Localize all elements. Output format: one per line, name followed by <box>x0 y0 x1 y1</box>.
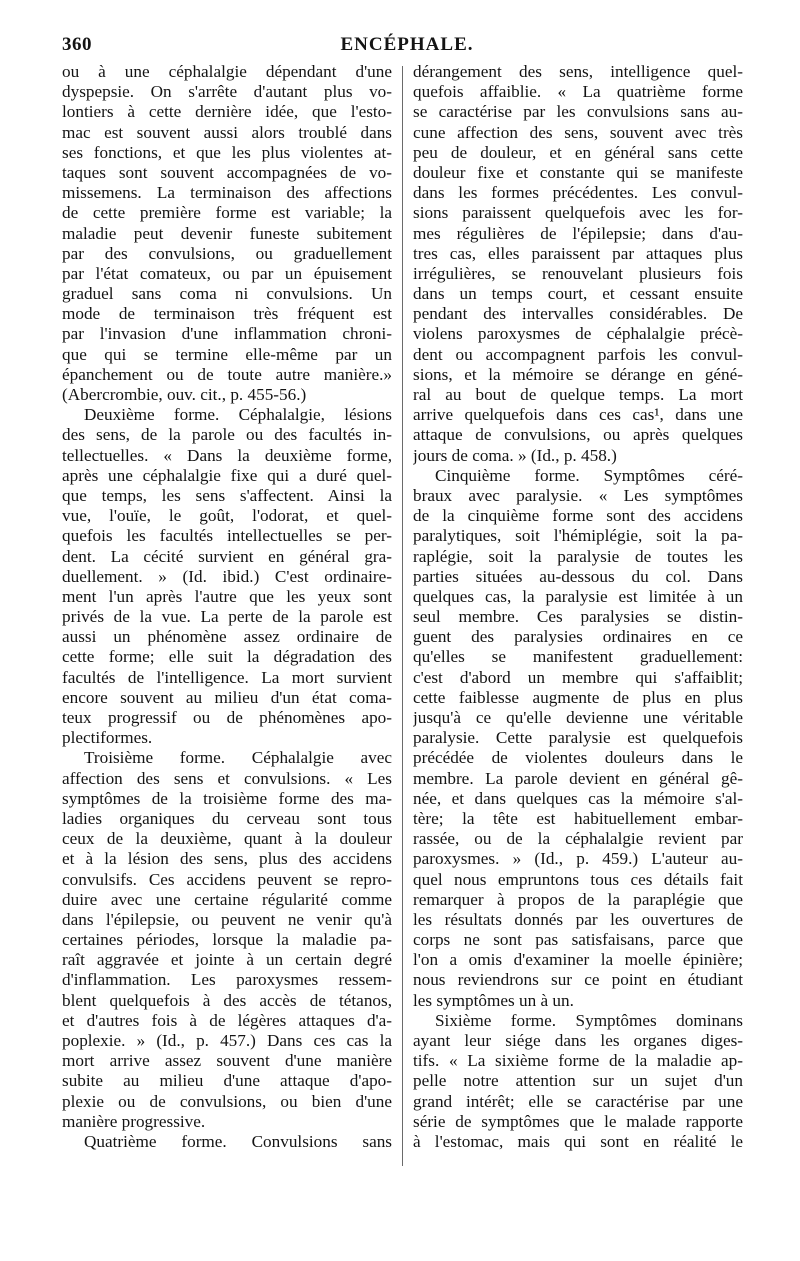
text-line: née, et dans quelques cas la mémoire s'al- <box>413 788 743 808</box>
text-line: et à la lésion des sens, plus des accidens <box>62 849 392 869</box>
text-line: mac est souvent aussi alors troublé dans <box>62 122 392 142</box>
text-line: jusqu'à ce qu'elle devienne une véritable <box>413 708 743 727</box>
text-line: cune affection des sens, souvent avec très <box>413 122 743 142</box>
text-line: parties situées au-dessous du col. Dans <box>413 566 743 586</box>
right-column <box>413 62 743 1152</box>
text-line: que qui se termine elle-même par un <box>62 344 392 364</box>
text-line: irrégulières, se renouvelant plusieurs fois <box>413 263 743 283</box>
text-line: ou à une céphalalgie dépendant d'une <box>62 62 392 81</box>
text-line: que temps, les sens s'affectent. Ainsi la <box>62 485 392 505</box>
text-line: paroxysmes. » (Id., p. 459.) L'auteur au- <box>413 849 743 869</box>
text-line: précédée de violentes douleurs dans le <box>413 748 743 768</box>
text-line: remarquer à propos de la paraplégie que <box>413 889 743 909</box>
text-line: jours de coma. » (Id., p. 458.) <box>413 445 617 465</box>
text-line: (Abercrombie, ouv. cit., p. 455-56.) <box>62 385 307 404</box>
text-line: mort arrive assez souvent d'une manière <box>62 1051 392 1071</box>
text-line: d'inflammation. Les paroxysmes ressem- <box>62 970 392 990</box>
page-number: 360 <box>62 34 92 55</box>
text-line: dyspepsie. On s'arrête d'autant plus vo- <box>62 82 392 102</box>
text-line: quefois affaiblie. « La quatrième forme <box>413 82 743 102</box>
text-line: Troisième forme. Céphalalgie avec <box>84 748 392 768</box>
text-line: duellement. » (Id. ibid.) C'est ordinaire- <box>62 566 392 586</box>
text-line: les symptômes un à un. <box>413 990 574 1010</box>
text-line: sions paraissent quelquefois avec les for- <box>413 203 743 223</box>
text-line: ral au bout de quelque temps. La mort <box>413 385 743 404</box>
text-line: dans les formes précédentes. Les convul- <box>413 183 743 203</box>
text-line: aussi un phénomène assez ordinaire de <box>62 627 392 647</box>
text-line: ladies organiques du cerveau sont tous <box>62 808 392 828</box>
text-line: série de symptômes que le malade rapporte <box>413 1111 743 1131</box>
page-header <box>62 34 752 58</box>
text-line: poplexie. » (Id., p. 457.) Dans ces cas la <box>62 1031 392 1050</box>
text-line: paralytiques, soit l'hémiplégie, soit la pa- <box>413 526 743 546</box>
text-line: des sens, de la parole ou des facultés in- <box>62 425 392 445</box>
text-line: privés de la vue. La perte de la parole est <box>62 607 392 627</box>
text-line: tellectuelles. « Dans la deuxième forme, <box>62 445 392 465</box>
text-line: douleur fixe et constante qui se manifeste <box>413 162 743 182</box>
text-line: raplégie, soit la paralysie de toutes les <box>413 546 743 566</box>
text-line: tère; la tête est habituellement embar- <box>413 808 743 828</box>
text-line: duire avec une certaine régularité comme <box>62 889 392 909</box>
text-line: épanchement ou de toute autre manière.» <box>62 364 392 384</box>
text-line: c'est d'abord un membre qui s'affaiblit; <box>413 667 743 687</box>
text-line: violens paroxysmes de céphalalgie précè- <box>413 324 743 344</box>
text-line: Sixième forme. Symptômes dominans <box>435 1010 743 1030</box>
left-column <box>62 62 392 1152</box>
text-line: se caractérise par les convulsions sans au- <box>413 102 743 122</box>
text-line: taques sont souvent accompagnées de vo- <box>62 162 392 182</box>
text-line: de cette première forme est variable; la <box>62 203 392 223</box>
text-line: ceux de la deuxième, quant à la douleur <box>62 829 392 849</box>
text-line: arrive quelquefois dans ces cas¹, dans une <box>413 405 743 425</box>
text-line: guent des paralysies ordinaires en ce <box>413 627 743 647</box>
text-line: seul membre. Ces paralysies se distin- <box>413 607 743 627</box>
text-line: Cinquième forme. Symptômes céré- <box>435 465 743 485</box>
text-line: corps ne sont pas satisfaisans, parce que <box>413 930 743 950</box>
text-line: certaines périodes, lorsque la maladie pa- <box>62 930 392 950</box>
text-line: par des convulsions, ou graduellement <box>62 243 392 263</box>
text-line: blent quelquefois à des accès de tétanos, <box>62 990 392 1010</box>
text-line: après une céphalalgie fixe qui a duré quel- <box>62 465 392 485</box>
text-line: raît aggravée et jointe à un certain degré <box>62 950 392 970</box>
text-line: vue, l'ouïe, le goût, l'odorat, et quel- <box>62 506 392 526</box>
text-line: les résultats donnés par les ouvertures de <box>413 909 743 929</box>
text-line: subite au milieu d'une attaque d'apo- <box>62 1071 392 1091</box>
text-line: peu de douleur, et en général sans cette <box>413 142 743 162</box>
text-line: par l'état comateux, ou par un épuisement <box>62 263 392 283</box>
text-line: teux progressif ou de phénomènes apo- <box>62 708 392 727</box>
text-line: pendant des intervalles considérables. De <box>413 304 743 324</box>
text-line: missemens. La terminaison des affections <box>62 183 392 203</box>
text-line: mes régulières de l'épilepsie; dans d'au- <box>413 223 743 243</box>
text-line: grand intérêt; elle se caractérise par une <box>413 1091 743 1111</box>
text-line: quel nous empruntons tous ces détails fait <box>413 869 743 889</box>
text-line: attaque de convulsions, ou après quelques <box>413 425 743 445</box>
text-line: braux avec paralysie. « Les symptômes <box>413 485 743 505</box>
text-line: maladie peut devenir funeste subitement <box>62 223 392 243</box>
text-line: ment l'un après l'autre que les yeux sont <box>62 586 392 606</box>
text-line: qu'elles se manifestent graduellement: <box>413 647 743 667</box>
text-line: quelques cas, la paralysie est limitée à un <box>413 586 743 606</box>
text-line: ayant leur siége dans les organes diges- <box>413 1031 743 1050</box>
text-line: mode de terminaison très fréquent est <box>62 304 392 324</box>
text-line: plexie ou de convulsions, ou bien d'une <box>62 1091 392 1111</box>
column-divider <box>402 66 403 1166</box>
text-line: facultés de l'intelligence. La mort survient <box>62 667 392 687</box>
text-line: Deuxième forme. Céphalalgie, lésions <box>84 405 392 425</box>
text-line: manière progressive. <box>62 1111 206 1131</box>
text-line: tres cas, elles paraissent par attaques plus <box>413 243 743 263</box>
text-line: lontiers à cette dernière idée, que l'esto- <box>62 102 392 122</box>
text-line: encore souvent au milieu d'un état coma- <box>62 687 392 707</box>
text-line: de la cinquième forme sont des accidens <box>413 506 743 526</box>
text-line: symptômes de la troisième forme des ma- <box>62 788 392 808</box>
text-line: plectiformes. <box>62 728 153 748</box>
text-line: quefois les facultés intellectuelles se per- <box>62 526 392 546</box>
text-line: dérangement des sens, intelligence quel- <box>413 62 743 81</box>
text-line: graduel sans coma ni convulsions. Un <box>62 284 392 304</box>
text-line: ses fonctions, et que les plus violentes at- <box>62 142 392 162</box>
text-line: dans l'épilepsie, ou peuvent ne venir qu'à <box>62 909 392 929</box>
text-line: rassée, ou de la céphalalgie revient par <box>413 829 743 849</box>
text-line: affection des sens et convulsions. « Les <box>62 768 392 788</box>
text-line: paralysie. Cette paralysie est quelquefois <box>413 728 743 748</box>
text-line: membre. La parole devient en général gê- <box>413 768 743 788</box>
running-head: ENCÉPHALE. <box>340 34 474 55</box>
text-line: cette faiblesse augmente de plus en plus <box>413 687 743 707</box>
text-line: tifs. « La sixième forme de la maladie ap- <box>413 1051 743 1071</box>
text-line: l'on a omis d'examiner la moelle épinière; <box>413 950 743 970</box>
text-line: pelle notre attention sur un sujet d'un <box>413 1071 743 1091</box>
text-line: dent ou accompagnent parfois les convul- <box>413 344 743 364</box>
text-line: à l'estomac, mais qui sont en réalité le <box>413 1131 743 1151</box>
text-line: par l'invasion d'une inflammation chroni- <box>62 324 392 344</box>
text-line: dans un temps court, et cessant ensuite <box>413 284 743 304</box>
text-line: Quatrième forme. Convulsions sans <box>84 1131 392 1151</box>
text-line: nous reviendrons sur ce point en étudiant <box>413 970 743 990</box>
text-line: dent. La cécité survient en général gra- <box>62 546 392 566</box>
text-line: sions, et la mémoire se dérange en géné- <box>413 364 743 384</box>
text-line: cette forme; elle suit la dégradation des <box>62 647 392 667</box>
text-line: convulsifs. Ces accidens peuvent se repro- <box>62 869 392 889</box>
text-line: et d'autres fois à de légères attaques d'a- <box>62 1010 392 1030</box>
